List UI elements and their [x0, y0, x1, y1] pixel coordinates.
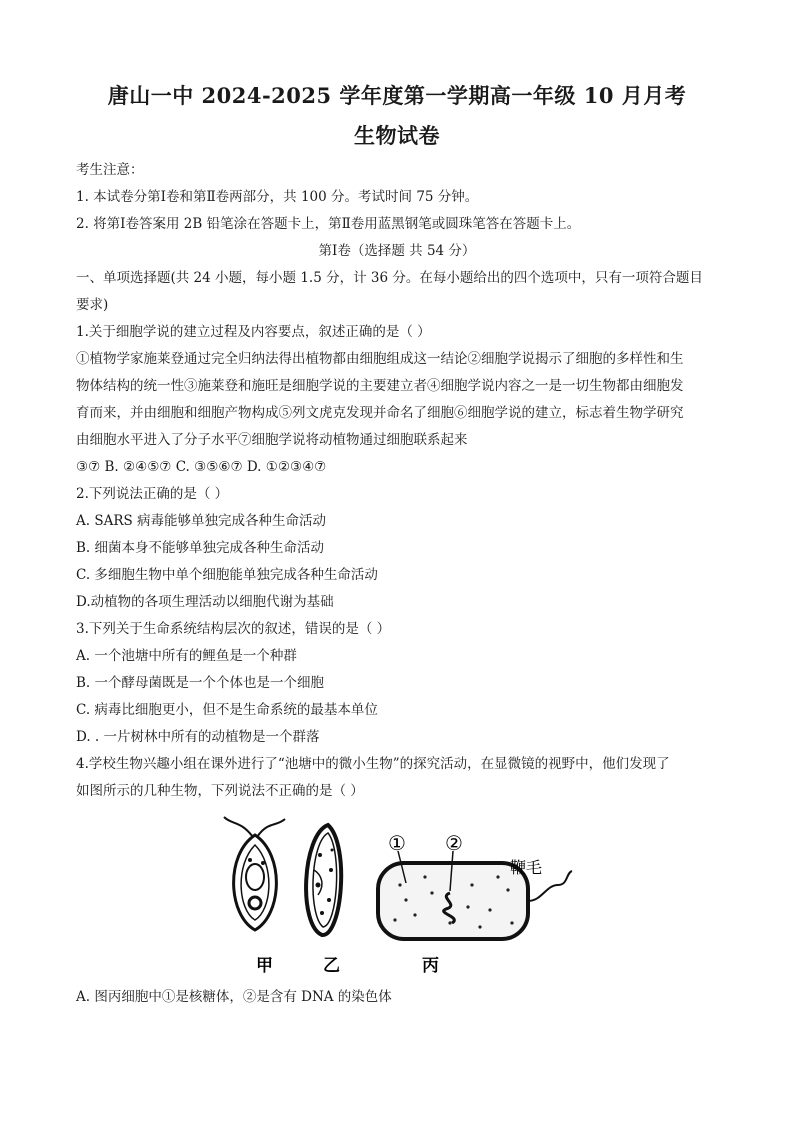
option-b: B. 细菌本身不能够单独完成各种生命活动 [76, 540, 325, 556]
option-d: D. . 一片树林中所有的动植物是一个群落 [76, 729, 320, 745]
question-options: ③⑦ B. ②④⑤⑦ C. ③⑤⑥⑦ D. ①②③④⑦ [76, 459, 327, 475]
option-a: A. SARS 病毒能够单独完成各种生命活动 [76, 513, 327, 529]
label-jia: 甲 [256, 956, 273, 976]
notice-item: 2. 将第Ⅰ卷答案用 2B 铅笔涂在答题卡上，第Ⅱ卷用蓝黑钢笔或圆珠笔答在答题卡上。 [76, 216, 581, 232]
organism-yi [306, 825, 341, 935]
question-body: 育而来，并由细胞和细胞产物构成⑤列文虎克发现并命名了细胞⑥细胞学说的建立，标志着生物学研究 [76, 405, 684, 421]
question-stem: 2.下列说法正确的是（ ） [76, 486, 229, 502]
label-bing: 丙 [422, 956, 439, 976]
question-body: 由细胞水平进入了分子水平⑦细胞学说将动植物通过细胞联系起来 [76, 432, 468, 448]
flagellum-label: 鞭毛 [510, 858, 543, 877]
option-b: B. 一个酵母菌既是一个个体也是一个细胞 [76, 675, 325, 691]
exam-subtitle: 生物试卷 [354, 123, 440, 148]
exam-title: 唐山一中 2024-2025 学年度第一学期高一年级 10 月月考 [107, 83, 687, 108]
marker-1: ① [388, 831, 406, 855]
question-body: ①植物学家施莱登通过完全归纳法得出植物都由细胞组成这一结论②细胞学说揭示了细胞的多样性和生 [76, 351, 684, 367]
option-c: C. 病毒比细胞更小，但不是生命系统的最基本单位 [76, 702, 378, 718]
option-c: C. 多细胞生物中单个细胞能单独完成各种生命活动 [76, 567, 378, 583]
section-instruction: 要求) [76, 297, 109, 313]
organism-jia [224, 817, 285, 930]
section-instruction: 一、单项选择题(共 24 小题，每小题 1.5 分，计 36 分。在每小题给出的四个选项中，只有一项符合题目 [76, 270, 703, 286]
section-title: 第Ⅰ卷（选择题 共 54 分） [318, 243, 476, 259]
option-a: A. 一个池塘中所有的鲤鱼是一个种群 [76, 648, 297, 664]
option-a: A. 图丙细胞中①是核糖体，②是含有 DNA 的染色体 [76, 989, 392, 1005]
question-stem: 4.学校生物兴趣小组在课外进行了“池塘中的微小生物”的探究活动，在显微镜的视野中，他们发现了 [76, 756, 670, 772]
microorganism-figure [210, 815, 590, 980]
marker-2: ② [445, 831, 463, 855]
notice-item: 1. 本试卷分第Ⅰ卷和第Ⅱ卷两部分，共 100 分。考试时间 75 分钟。 [76, 189, 479, 205]
organism-bing [378, 851, 572, 939]
question-stem: 1.关于细胞学说的建立过程及内容要点，叙述正确的是（ ） [76, 324, 431, 340]
option-d: D.动植物的各项生理活动以细胞代谢为基础 [76, 594, 334, 610]
notice-heading: 考生注意： [76, 162, 144, 178]
question-body: 物体结构的统一性③施莱登和施旺是细胞学说的主要建立者④细胞学说内容之一是一切生物都由细胞发 [76, 378, 684, 394]
question-stem: 如图所示的几种生物，下列说法不正确的是（ ） [76, 783, 364, 799]
label-yi: 乙 [323, 956, 340, 976]
question-stem: 3.下列关于生命系统结构层次的叙述，错误的是（ ） [76, 621, 391, 637]
